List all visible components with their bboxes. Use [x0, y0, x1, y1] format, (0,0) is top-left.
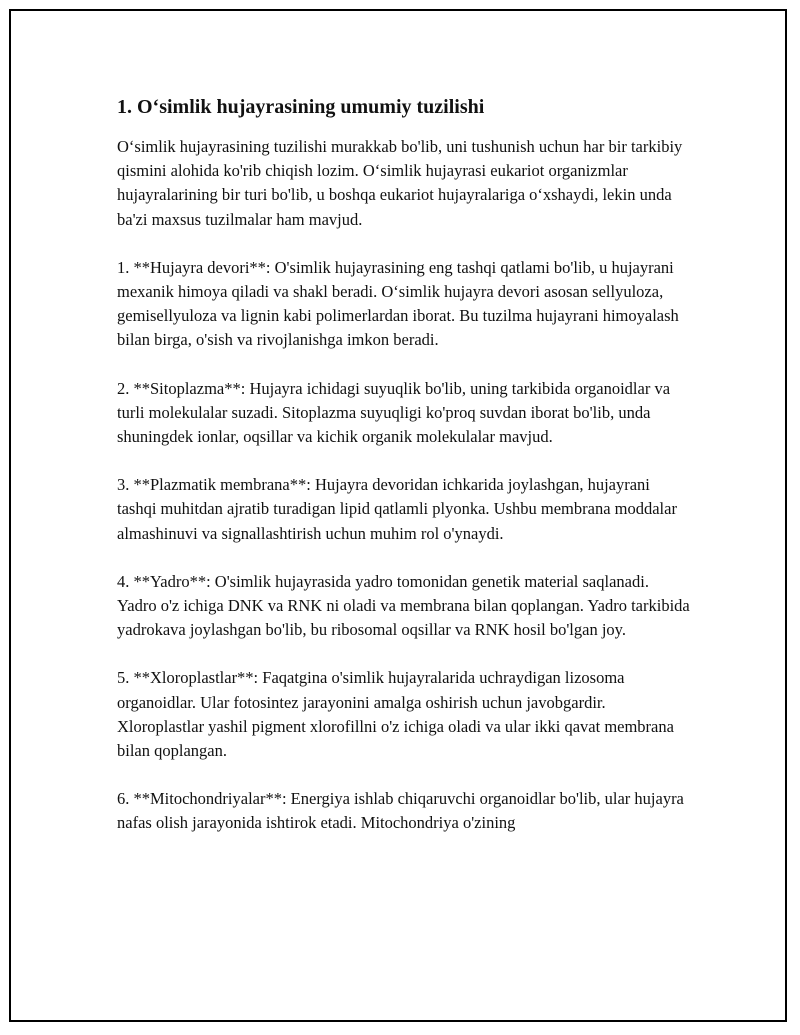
document-body — [117, 95, 692, 860]
section-heading: 1. O‘simlik hujayrasining umumiy tuzilishi — [117, 96, 485, 118]
paragraph-nucleus: 4. **Yadro**: O'simlik hujayrasida yadro tomonidan genetik material saqlanadi. Yadro o'z ichiga DNK va RNK ni oladi va membrana bilan qoplangan. Yadro tarkibida yadrokava joylashgan bo'lib, bu ribosomal oqsillar va RNK hosil bo'lgan joy. — [117, 571, 690, 640]
paragraph-cytoplasm: 2. **Sitoplazma**: Hujayra ichidagi suyuqlik bo'lib, uning tarkibida organoidlar va turli molekulalar suzadi. Sitoplazma suyuqligi ko'proq suvdan iborat bo'lib, unda shuningdek ionlar, oqsillar va kichik organik molekulalar mavjud. — [117, 378, 671, 447]
paragraph-chloroplasts: 5. **Xloroplastlar**: Faqatgina o'simlik hujayralarida uchraydigan lizosoma organoidlar. Ular fotosintez jarayonini amalga oshirish uchun javobgardir. Xloroplastlar yashil pigment xlorofillni o'z ichiga oladi va ular ikki qavat membrana bilan qoplangan. — [117, 668, 674, 761]
paragraph-mitochondria: 6. **Mitochondriyalar**: Energiya ishlab chiqaruvchi organoidlar bo'lib, ular hujayra nafas olish jarayonida ishtirok etadi. Mitochondriya o'zining — [117, 789, 684, 833]
paragraph-plasma-membrane: 3. **Plazmatik membrana**: Hujayra devoridan ichkarida joylashgan, hujayrani tashqi muhitdan ajratib turadigan lipid qatlamli plyonka. Ushbu membrana moddalar almashinuvi va signallashtirish uchun muhim rol o'ynaydi. — [117, 475, 677, 543]
paragraph-cell-wall: 1. **Hujayra devori**: O'simlik hujayrasining eng tashqi qatlami bo'lib, u hujayrani mexanik himoya qiladi va shakl beradi. O‘simlik hujayra devori asosan sellyuloza, gemisellyuloza va lignin kabi polimerlardan iborat. Bu tuzilma hujayrani himoyalash bilan birga, o'sish va rivojlanishga imkon beradi. — [117, 257, 679, 350]
intro-paragraph: O‘simlik hujayrasining tuzilishi murakkab bo'lib, uni tushunish uchun har bir tarkibiy qismini alohida ko'rib chiqish lozim. O‘simlik hujayrasi eukariot organizmlar hujayralarining bir turi bo'lib, u boshqa eukariot hujayralariga o‘xshaydi, lekin unda ba'zi maxsus tuzilmalar ham mavjud. — [117, 137, 683, 229]
